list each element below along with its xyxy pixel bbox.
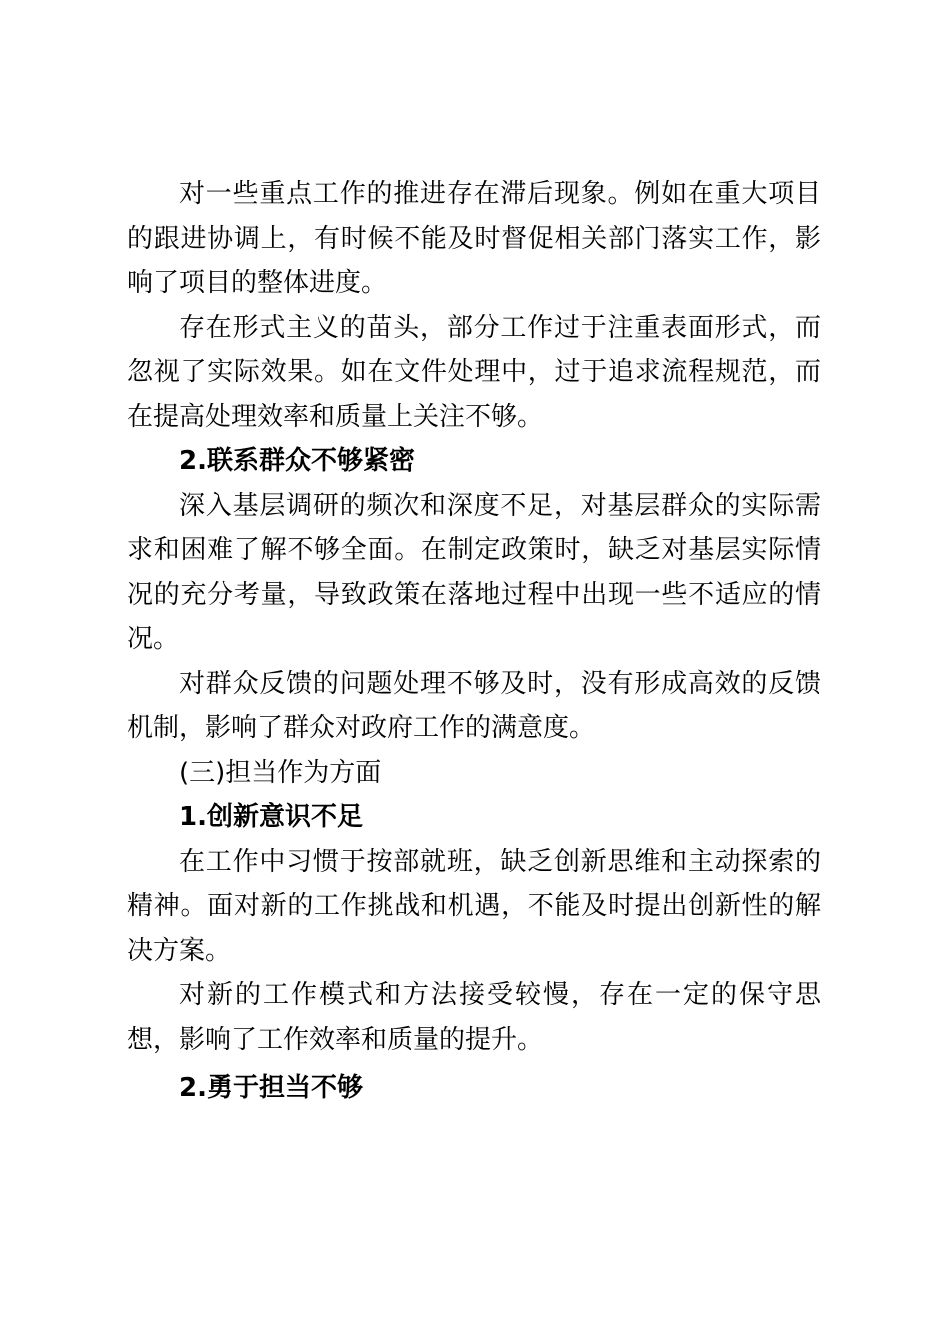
subsection-heading: 2.勇于担当不够 (179, 1073, 363, 1103)
paragraph-body: 对一些重点工作的推进存在滞后现象。例如在重大项目的跟进协调上，有时候不能及时督促相关部门落实工作，影响了项目的整体进度。 (127, 179, 821, 298)
paragraph-body: 深入基层调研的频次和深度不足，对基层群众的实际需求和困难了解不够全面。在制定政策时，缺乏对基层实际情况的充分考量，导致政策在落地过程中出现一些不适应的情况。 (127, 490, 821, 654)
document-body (127, 172, 821, 1111)
subsection-heading: 1.创新意识不足 (179, 802, 363, 832)
paragraph-body: 存在形式主义的苗头，部分工作过于注重表面形式，而忽视了实际效果。如在文件处理中，过于追求流程规范，而在提高处理效率和质量上关注不够。 (127, 312, 821, 432)
paragraph-body: 在工作中习惯于按部就班，缺乏创新思维和主动探索的精神。面对新的工作挑战和机遇，不能及时提出创新性的解决方案。 (127, 846, 821, 966)
subsection-heading: 2.联系群众不够紧密 (179, 446, 415, 476)
paragraph-body: 对群众反馈的问题处理不够及时，没有形成高效的反馈机制，影响了群众对政府工作的满意度。 (127, 668, 821, 743)
paragraph-body: 对新的工作模式和方法接受较慢，存在一定的保守思想，影响了工作效率和质量的提升。 (127, 980, 821, 1055)
section-heading: (三)担当作为方面 (179, 757, 382, 788)
